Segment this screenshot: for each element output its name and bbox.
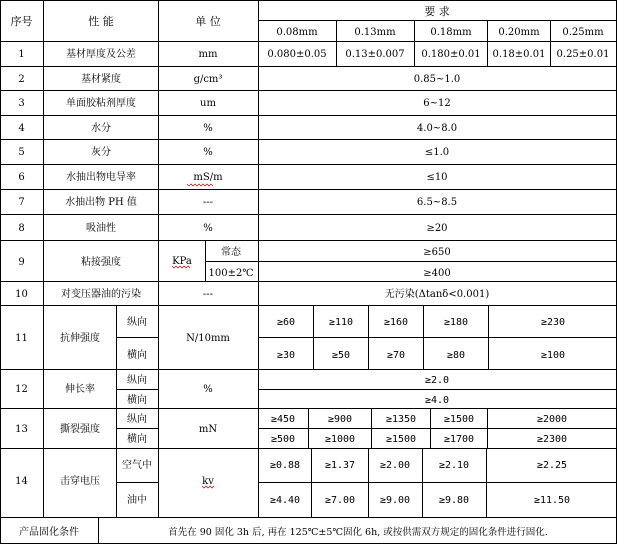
header-thickness: 0.13mm <box>354 27 396 38</box>
value-cell: 0.13±0.007 <box>345 49 405 60</box>
unit-cell: --- <box>202 197 214 208</box>
unit-cell: KPa <box>172 256 192 267</box>
header-thickness: 0.18mm <box>430 27 472 38</box>
row-number: 6 <box>18 172 25 183</box>
value-cell: ≥180 <box>443 317 469 328</box>
unit-cell: % <box>203 384 213 395</box>
condition-label: 100±2℃ <box>208 268 254 279</box>
value-cell: ≥4.0 <box>424 395 450 406</box>
row-number: 4 <box>18 123 25 134</box>
property-label: 基材厚度及公差 <box>66 49 136 60</box>
property-label: 水抽出物 PH 值 <box>65 197 137 208</box>
value-cell: ≥1.37 <box>324 460 356 471</box>
value-cell: ≥1500 <box>385 434 417 445</box>
table-row <box>18 145 449 158</box>
value-cell: 无污染(Δtanδ<0.001) <box>384 289 490 300</box>
unit-cell: % <box>203 123 213 134</box>
row-number: 13 <box>15 424 28 435</box>
value-cell: ≥160 <box>383 317 409 328</box>
value-cell: ≥70 <box>386 350 406 361</box>
table-row <box>18 96 450 109</box>
value-cell: ≥1700 <box>443 434 475 445</box>
footer-text: 首先在 90 固化 3h 后, 再在 125℃±5℃固化 6h, 或按供需双方规定的固化条件进行固化. <box>168 527 548 538</box>
row-number: 2 <box>18 74 25 85</box>
value-cell: ≥0.88 <box>269 460 301 471</box>
header-thickness: 0.08mm <box>276 27 318 38</box>
property-label: 单面胶粘剂厚度 <box>66 98 136 109</box>
unit-cell: % <box>203 147 213 158</box>
direction-label: 纵向 <box>127 317 147 328</box>
value-cell: 0.18±0.01 <box>492 49 546 60</box>
direction-label: 横向 <box>127 395 147 406</box>
value-cell: 6~12 <box>423 98 451 109</box>
property-label: 击穿电压 <box>60 476 100 487</box>
unit-cell: kv <box>202 476 214 487</box>
direction-label: 横向 <box>127 350 147 361</box>
value-cell: ≥2.0 <box>424 375 450 386</box>
table-row <box>15 287 489 300</box>
row-number: 1 <box>18 49 25 60</box>
value-cell: ≤1.0 <box>424 147 450 158</box>
value-cell: ≥9.80 <box>438 495 470 506</box>
property-label: 伸长率 <box>65 384 95 395</box>
row-number: 11 <box>15 333 28 344</box>
value-cell: ≥7.00 <box>324 495 356 506</box>
value-cell: ≥50 <box>331 350 351 361</box>
header-performance: 性 能 <box>88 15 114 28</box>
value-cell: ≥1350 <box>385 414 417 425</box>
value-cell: ≥1000 <box>324 434 356 445</box>
row-number: 3 <box>18 98 25 109</box>
header-unit: 单 位 <box>195 15 221 28</box>
row-number: 14 <box>15 476 28 487</box>
value-cell: 0.080±0.05 <box>267 49 327 60</box>
value-cell: ≥80 <box>446 350 466 361</box>
value-cell: ≥230 <box>540 317 566 328</box>
header-requirement: 要 求 <box>424 5 450 18</box>
condition-label: 常态 <box>221 247 241 258</box>
table-row <box>18 72 460 85</box>
value-cell: ≥110 <box>328 317 354 328</box>
row-number: 12 <box>15 384 28 395</box>
unit-cell: % <box>203 223 213 234</box>
table-row <box>18 47 609 60</box>
value-cell: ≥30 <box>276 350 296 361</box>
property-label: 水分 <box>91 123 111 134</box>
value-cell: ≥450 <box>270 414 296 425</box>
row-number: 8 <box>18 223 25 234</box>
direction-label: 纵向 <box>127 375 147 386</box>
unit-cell: mS/m <box>193 172 223 183</box>
table-row <box>18 221 447 234</box>
medium-label: 油中 <box>127 495 147 506</box>
value-cell: ≥500 <box>270 434 296 445</box>
unit-cell: --- <box>202 289 214 300</box>
value-cell: ≥4.40 <box>269 495 301 506</box>
unit-cell: mm <box>198 49 218 60</box>
value-cell: ≥11.50 <box>533 495 571 506</box>
value-cell: 4.0~8.0 <box>416 123 458 134</box>
row-number: 9 <box>18 257 25 268</box>
value-cell: ≥2300 <box>536 434 568 445</box>
table-row <box>18 195 457 208</box>
value-cell: ≥1500 <box>443 414 475 425</box>
unit-cell: g/cm³ <box>193 74 223 85</box>
property-label: 抗伸强度 <box>60 333 100 344</box>
table-row <box>18 170 447 183</box>
value-cell: ≥2.00 <box>379 460 411 471</box>
unit-cell: N/10mm <box>186 333 230 344</box>
header-thickness: 0.20mm <box>498 27 540 38</box>
value-cell: ≥2000 <box>536 414 568 425</box>
value-cell: ≤10 <box>426 172 448 183</box>
row-number: 7 <box>18 197 25 208</box>
property-label: 撕裂强度 <box>60 424 100 435</box>
value-cell: ≥400 <box>423 268 451 279</box>
direction-label: 纵向 <box>127 414 147 425</box>
value-cell: ≥650 <box>423 247 451 258</box>
unit-cell: mN <box>198 424 218 435</box>
footer-label: 产品固化条件 <box>19 527 79 538</box>
row-number: 10 <box>15 289 28 300</box>
direction-label: 横向 <box>127 434 147 445</box>
value-cell: 0.85~1.0 <box>413 74 461 85</box>
property-label: 水抽出物电导率 <box>66 172 136 183</box>
value-cell: ≥900 <box>327 414 353 425</box>
header-thickness: 0.25mm <box>562 27 604 38</box>
property-label: 基材紧度 <box>81 74 121 85</box>
value-cell: 0.25±0.01 <box>556 49 610 60</box>
value-cell: 0.180±0.01 <box>421 49 481 60</box>
value-cell: ≥100 <box>540 350 566 361</box>
table-row <box>18 121 457 134</box>
unit-cell: um <box>200 98 216 109</box>
value-cell: ≥60 <box>276 317 296 328</box>
value-cell: 6.5~8.5 <box>416 197 458 208</box>
property-label: 对变压器油的污染 <box>61 289 141 300</box>
value-cell: ≥9.00 <box>379 495 411 506</box>
row-number: 5 <box>18 147 25 158</box>
medium-label: 空气中 <box>122 460 152 471</box>
value-cell: ≥20 <box>426 223 448 234</box>
property-label: 粘接强度 <box>81 257 121 268</box>
property-label: 灰分 <box>91 147 111 158</box>
property-label: 吸油性 <box>86 223 116 234</box>
value-cell: ≥2.10 <box>438 460 470 471</box>
header-no: 序号 <box>10 15 33 28</box>
value-cell: ≥2.25 <box>536 460 568 471</box>
